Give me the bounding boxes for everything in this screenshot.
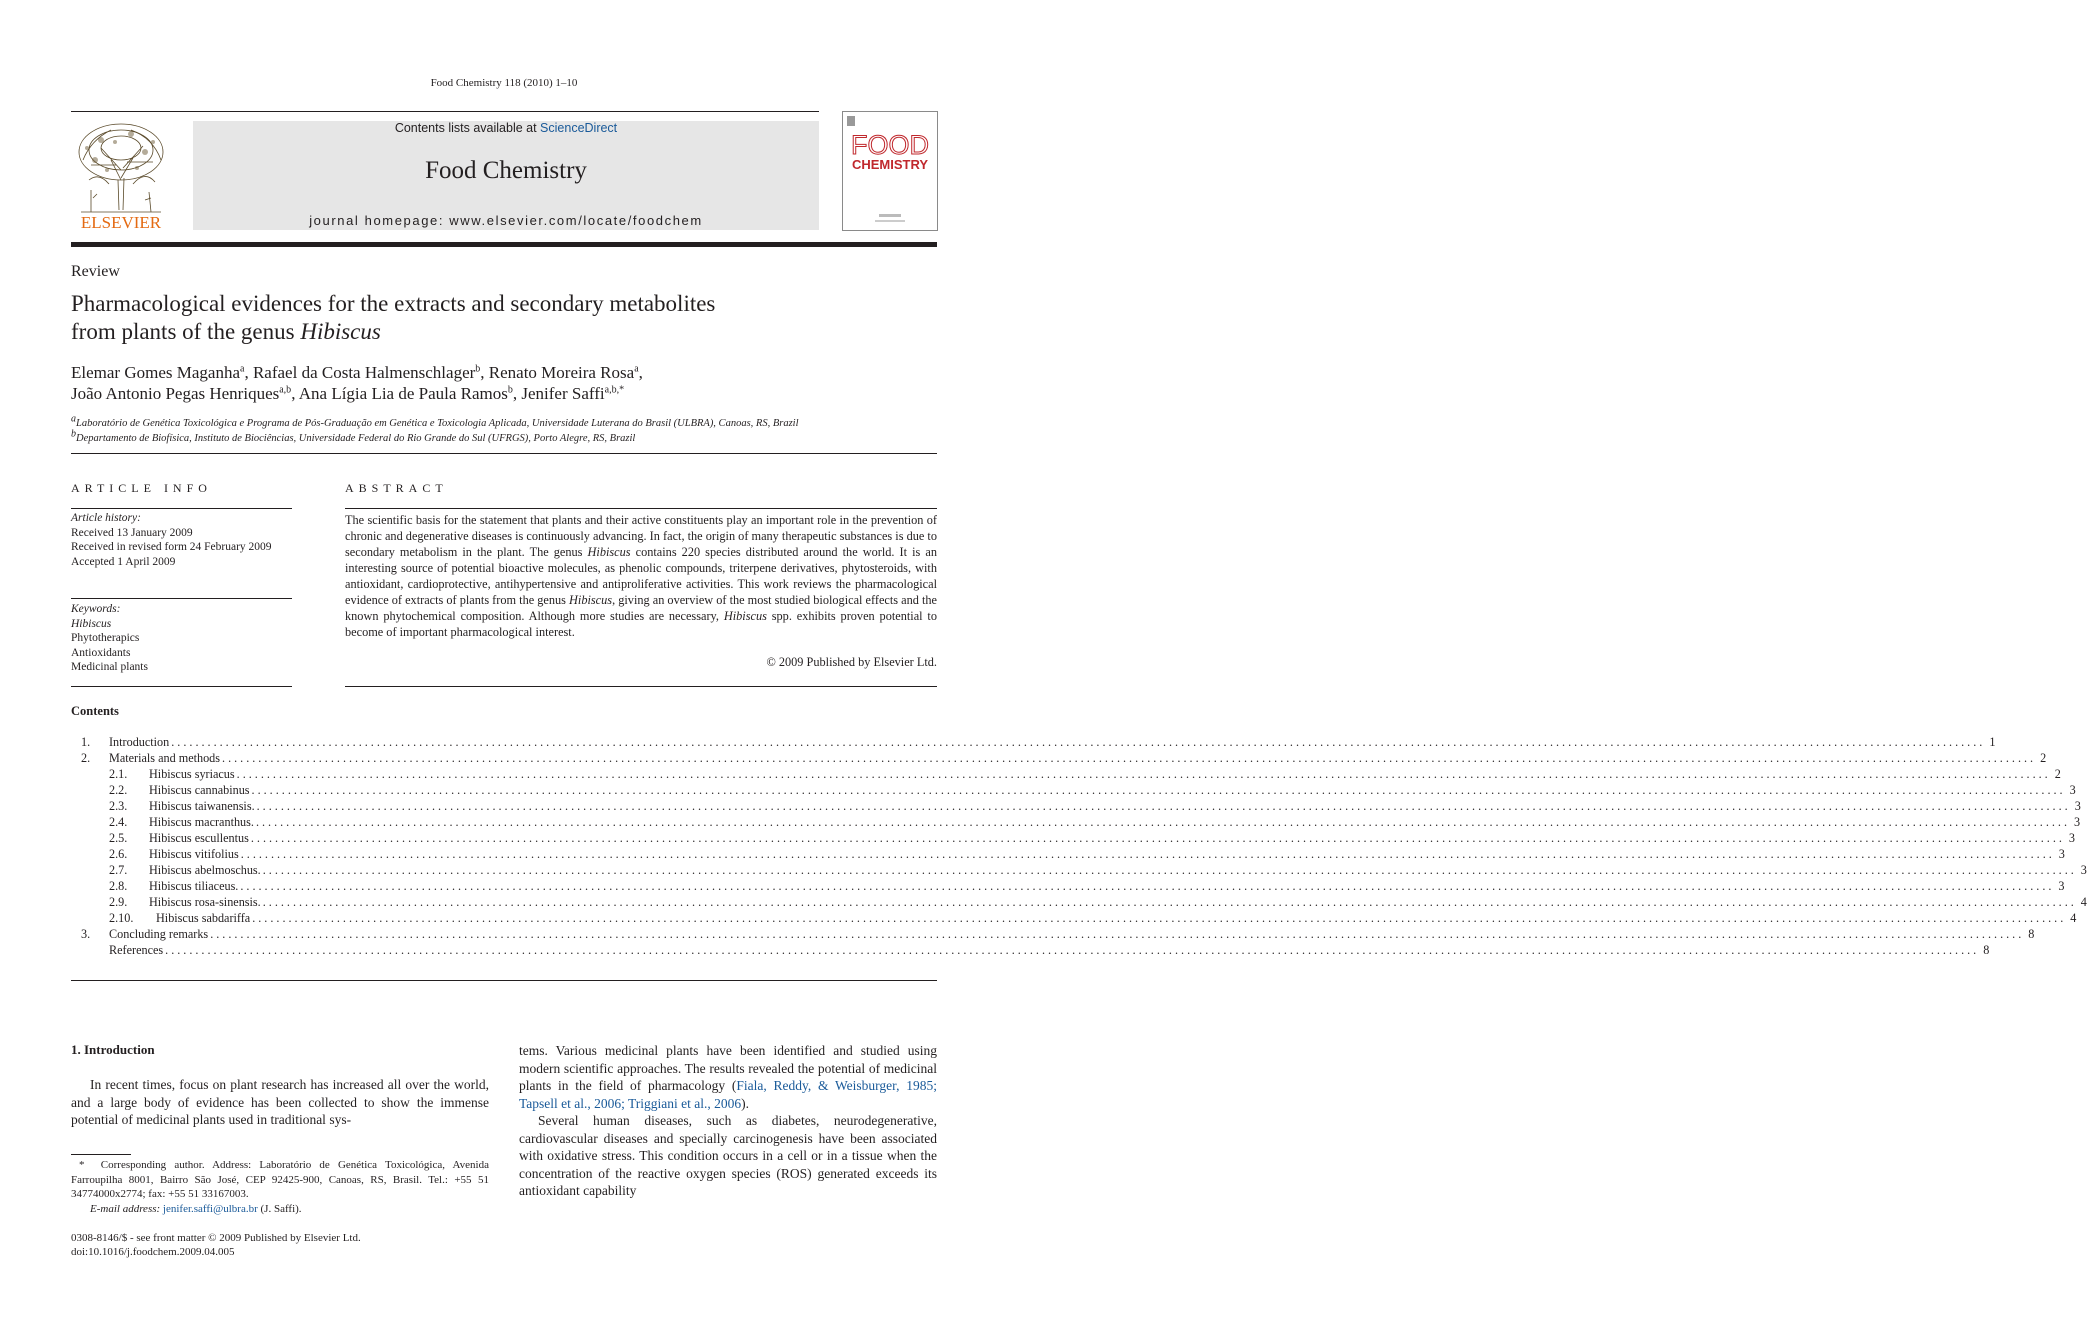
issn-doi [71,1231,489,1259]
title-line-2: from plants of the genus Hibiscus [71,319,381,344]
toc-leader-dots: ............................................................................................................................................................................................................................................................................................................ [262,895,2077,909]
toc-entry-number: 2.3. [109,799,128,813]
author[interactable]: Renato Moreira Rosa$^a$ [488,363,639,382]
article-info-rule [71,508,292,509]
toc-entry-number: 1. [81,735,91,749]
article-title [71,290,931,346]
elsevier-tree-icon [71,120,171,232]
history-received: Received 13 January 2009 [71,526,193,539]
sciencedirect-link[interactable]: ScienceDirect [540,121,618,135]
masthead-rule [71,242,937,247]
journal-cover-icon [843,112,937,230]
abstract-heading: ABSTRACT [345,481,448,495]
toc-entry[interactable] [71,895,2087,911]
toc-entry-page: 3 [2055,847,2065,862]
article-history: Article history: Received 13 January 2009 Received in revised form 24 February 2009 Accepted 1 April 2009 [71,511,293,569]
toc-entry[interactable] [71,847,2065,863]
toc-entry-title: Introduction [109,735,170,749]
toc-entry[interactable] [71,751,2047,767]
cover-title-food: FOOD [851,130,929,160]
keyword: Antioxidants [71,646,131,659]
affiliation: $^a$Laboratório de Genética Toxicológica e Programa de Pós-Graduação em Genética e Toxicologia Aplicada, Universidade Luterana do Brasil (ULBRA), Canoas, RS, Brazil [71,413,799,429]
author-list: Elemar Gomes Maganha$^a$, Rafael da Costa Halmenschlager$^b$, Renato Moreira Rosa$^a$, João Antonio Pegas Henriques$^{a,b}$, Ana Lígia Lia de Paula Ramos$^b$, Jenifer Saffi$^{a,b,*}$ [71,363,643,403]
toc-leader-dots: ............................................................................................................................................................................................................................................................................................................ [171,735,1986,749]
toc-entry-title: Hibiscus syriacus [149,767,235,781]
affiliation: $^b$Departamento de Biofísica, Instituto de Biociências, Universidade Federal do Rio Grande do Sul (UFRGS), Porto Alegre, RS, Brazil [71,428,636,444]
toc-entry-title: Hibiscus cannabinus [149,783,250,797]
journal-citation: Food Chemistry 118 (2010) 1–10 [430,77,578,89]
toc-entry-page: 4 [2066,911,2076,926]
article-info-rule [71,686,292,687]
toc-leader-dots: ............................................................................................................................................................................................................................................................................................................ [256,799,2071,813]
body-paragraph: Several human diseases, such as diabetes, neurodegenerative, cardiovascular diseases and specially carcinogenesis have been associated with oxidative stress. This condition occurs in a cell or in a tissue when the concentration of the reactive oxygen species (ROS) generated exceeds its antioxidant capability [519,1113,937,1198]
toc-entry-page: 3 [2070,815,2080,830]
abstract-text: The scientific basis for the statement that plants and their active constituents play an important role in the prevention of chronic and degenerative diseases is continuously advancing. In fact, the origin of many therapeutic substances is due to secondary metabolism in the plant. The genus Hibiscus contains 220 species distributed around the world. It is an interesting source of potential bioactive molecules, as phenolic compounds, triterpene derivatives, phytosteroids, with antioxidant, cardioprotective, antihypertensive and antiproliferative activities. This work reviews the pharmacological evidence of extracts of plants from the genus Hibiscus, giving an overview of the most studied biological effects and the known phytochemical composition. Although more studies are necessary, Hibiscus spp. exhibits proven potential to become of important pharmacological interest. [345,513,937,639]
body-column-right [519,1042,937,1200]
toc-entry-title: Hibiscus abelmoschus. [149,863,261,877]
toc-entry-title: Hibiscus macranthus. [149,815,254,829]
journal-masthead [193,121,819,230]
toc-entry-page: 2 [2051,767,2061,782]
toc-entry-number: 2.1. [109,767,128,781]
toc-entry-title: Hibiscus vitifolius [149,847,239,861]
header-rule [71,111,819,112]
toc-entry-title: Hibiscus escullentus [149,831,249,845]
article-type: Review [71,263,120,280]
toc-entry-number: 2.6. [109,847,128,861]
corresponding-author-footnote: * Corresponding author. Address: Laboratório de Genética Toxicológica, Avenida Farroupilha 8001, Bairro São José, CEP 92425-900, Canoas, RS, Brasil. Tel.: +55 51 34774000x2774; fax: +55 51 33167003. E-mail address: jenifer.saffi@ulbra.br (J. Saffi). [71,1159,489,1215]
toc-leader-dots: ............................................................................................................................................................................................................................................................................................................ [240,879,2055,893]
keyword: Medicinal plants [71,661,148,673]
toc-entry-title: Materials and methods [109,751,221,765]
toc-entry-page: 3 [2077,863,2087,878]
toc-entry-title: Concluding remarks [109,927,209,941]
author[interactable]: Jenifer Saffi$^{a,b,*}$ [521,384,625,403]
title-line-1: Pharmacological evidences for the extracts and secondary metabolites [71,291,716,316]
toc-entry[interactable] [71,927,2035,943]
author[interactable]: Ana Lígia Lia de Paula Ramos$^b$ [298,384,513,403]
toc-entry-number: 2.8. [109,879,128,893]
journal-name: Food Chemistry [425,157,587,184]
toc-entry[interactable] [71,735,1996,751]
article-info-rule [71,598,292,599]
contents-prefix: Contents lists available at [394,121,541,135]
toc-entry[interactable] [71,943,1990,959]
author[interactable]: Elemar Gomes Maganha$^a$ [71,363,245,382]
toc-entry-page: 3 [2065,831,2075,846]
toc-entry-number: 2.2. [109,783,128,797]
toc-entry-number: 2.10. [109,911,134,925]
toc-entry[interactable] [71,799,2081,815]
toc-leader-dots: ............................................................................................................................................................................................................................................................................................................ [210,927,2025,941]
toc-leader-dots: ............................................................................................................................................................................................................................................................................................................ [222,751,2037,765]
toc-entry-title: Hibiscus sabdariffa [156,911,251,925]
toc-entry-page: 2 [2036,751,2046,766]
article-info-heading: ARTICLE INFO [71,481,212,495]
toc-entry-number: 2.9. [109,895,128,909]
abstract-copyright: © 2009 Published by Elsevier Ltd. [766,655,937,669]
toc-entry-page: 4 [2077,895,2087,910]
toc-entry[interactable] [71,831,2076,847]
contents-available-line [193,121,819,135]
elsevier-logo[interactable] [71,120,171,232]
toc-entry-number: 2.4. [109,815,128,829]
toc-entry[interactable] [71,911,2077,927]
abstract-rule [345,508,937,509]
affiliation-rule [71,453,937,454]
contents-heading: Contents [71,704,119,718]
journal-cover[interactable] [842,111,938,231]
toc-entry-number: 3. [81,927,91,941]
citation-link[interactable]: Fiala, Reddy, & Weisburger, 1985; Tapsell et al., 2006; Triggiani et al., 2006 [519,1078,937,1111]
toc-entry[interactable] [71,783,2076,799]
toc-entry-page: 3 [2066,783,2076,798]
toc-entry[interactable] [71,863,2087,879]
toc-entry-title: Hibiscus taiwanensis. [149,799,255,813]
toc-entry-page: 3 [2071,799,2081,814]
toc-entry-number: 2. [81,751,91,765]
toc-leader-dots: ............................................................................................................................................................................................................................................................................................................ [262,863,2077,877]
toc-leader-dots: ............................................................................................................................................................................................................................................................................................................ [250,831,2065,845]
affiliations [71,413,937,446]
body-column-left: In recent times, focus on plant research has increased all over the world, and a large body of evidence has been collected to show the immense potential of medicinal plants used in traditional sys- [71,1077,489,1127]
toc-leader-dots: ............................................................................................................................................................................................................................................................................................................ [255,815,2070,829]
email-link[interactable]: jenifer.saffi@ulbra.br [162,1202,258,1215]
doi-line[interactable]: doi:10.1016/j.foodchem.2009.04.005 [71,1246,235,1258]
toc-entry-title: References [109,943,164,957]
elsevier-wordmark: ELSEVIER [80,213,162,232]
toc-leader-dots: ............................................................................................................................................................................................................................................................................................................ [165,943,1980,957]
journal-homepage[interactable]: journal homepage: www.elsevier.com/locate/foodchem [309,213,703,228]
author[interactable]: João Antonio Pegas Henriques$^{a,b}$ [71,384,292,403]
toc-entry-number: 2.5. [109,831,128,845]
toc-entry-number: 2.7. [109,863,128,877]
history-accepted: Accepted 1 April 2009 [71,555,176,568]
toc-entry[interactable] [71,767,2061,783]
toc-entry[interactable] [71,879,2065,895]
toc-entry-page: 8 [2024,927,2034,942]
toc-entry-page: 8 [1979,943,1989,958]
section-heading-introduction: 1. Introduction [71,1042,155,1057]
author[interactable]: Rafael da Costa Halmenschlager$^b$ [252,363,481,382]
toc-entry[interactable] [71,815,2081,831]
cover-title-chemistry: CHEMISTRY [851,157,929,172]
issn-line: 0308-8146/$ - see front matter © 2009 Published by Elsevier Ltd. [71,1232,361,1244]
toc-entry-page: 1 [1985,735,1995,750]
toc-entry-title: Hibiscus tiliaceus. [149,879,239,893]
table-of-contents [71,735,2087,959]
keyword: Hibiscus [71,617,112,630]
toc-entry-page: 3 [2054,879,2064,894]
history-revised: Received in revised form 24 February 2009 [71,541,272,553]
abstract-rule [345,686,937,687]
toc-leader-dots: ............................................................................................................................................................................................................................................................................................................ [236,767,2051,781]
toc-leader-dots: ............................................................................................................................................................................................................................................................................................................ [252,911,2067,925]
toc-leader-dots: ............................................................................................................................................................................................................................................................................................................ [251,783,2066,797]
toc-leader-dots: ............................................................................................................................................................................................................................................................................................................ [240,847,2055,861]
keywords: Keywords: Hibiscus Phytotherapics Antioxidants Medicinal plants [71,602,293,675]
footnote-rule [71,1154,131,1155]
contents-rule [71,980,937,981]
toc-entry-title: Hibiscus rosa-sinensis. [149,895,261,909]
body-paragraph: tems. Various medicinal plants have been identified and studied using modern scientific approaches. The results revealed the potential of medicinal plants in the field of pharmacology (Fiala, Reddy, & Weisburger, 1985; Tapsell et al., 2006; Triggiani et al., 2006). [519,1043,937,1111]
keyword: Phytotherapics [71,632,140,644]
